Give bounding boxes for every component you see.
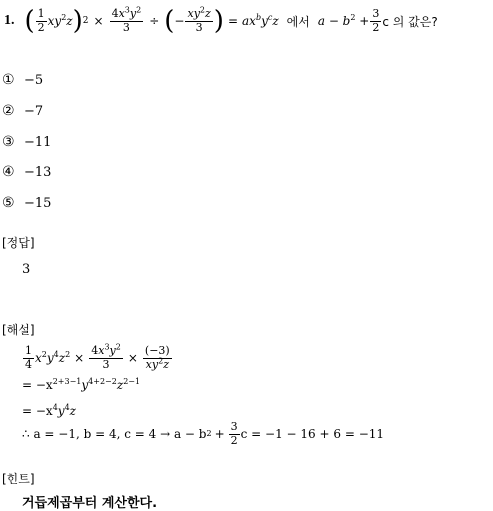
choice-4-mark: ④ [2,164,15,180]
question-korean-connector: 에서 [286,14,310,29]
answer-label: [정답] [2,236,35,250]
choice-5-mark: ⑤ [2,195,15,211]
choice-1-mark: ① [2,72,15,88]
choice-5[interactable] [2,195,51,211]
choice-3[interactable] [2,134,51,150]
solution-line-1: $\frac{1}{4}$ $x^2y^4z^2$ × $\frac{4x^3y^2}{3}$ × $\frac{(-3)}{xy^2z}$ [25,342,170,371]
solution-label: [해설] [2,323,35,337]
question-line: 1. ( $\frac{1}{2}$ $xy^2z$ ) 2 × $\frac{4x^3y^2}{3}$ ÷ ( − $\frac{xy^2z}{3}$ ) = $ax^by^cz$ 에서 $a - b^2$ + $\frac{3}{2}$ c 의 값은? [4,5,438,36]
choice-3-mark: ③ [2,134,15,150]
question-ending: c 의 값은? [382,14,438,29]
choice-1[interactable] [2,72,43,88]
choice-4-value: −13 [24,165,52,180]
hint-text: 거듭제곱부터 계산한다. [22,496,158,511]
answer-value: 3 [22,262,31,277]
solution-line-2: = $-x^{2+3-1}y^{4+2-2}z^{2-1}$ [22,377,141,392]
question-target-expr: $a - b^2$ + [317,13,370,28]
question-number: 1. [4,13,15,28]
choice-3-value: −11 [24,135,52,150]
choice-4[interactable] [2,164,51,180]
choice-2-mark: ② [2,103,15,119]
choice-2-value: −7 [24,104,44,119]
choice-1-value: −5 [24,73,44,88]
choice-5-value: −15 [24,196,52,211]
solution-line-4: ∴ a = −1, b = 4, c = 4 → a − b 2 + $\frac{3}{2}$ c = −1 − 16 + 6 = −11 [22,420,385,447]
hint-label: [힌트] [2,472,35,486]
solution-line-3: = $-x^4y^4z$ [22,403,76,418]
choice-2[interactable] [2,103,43,119]
